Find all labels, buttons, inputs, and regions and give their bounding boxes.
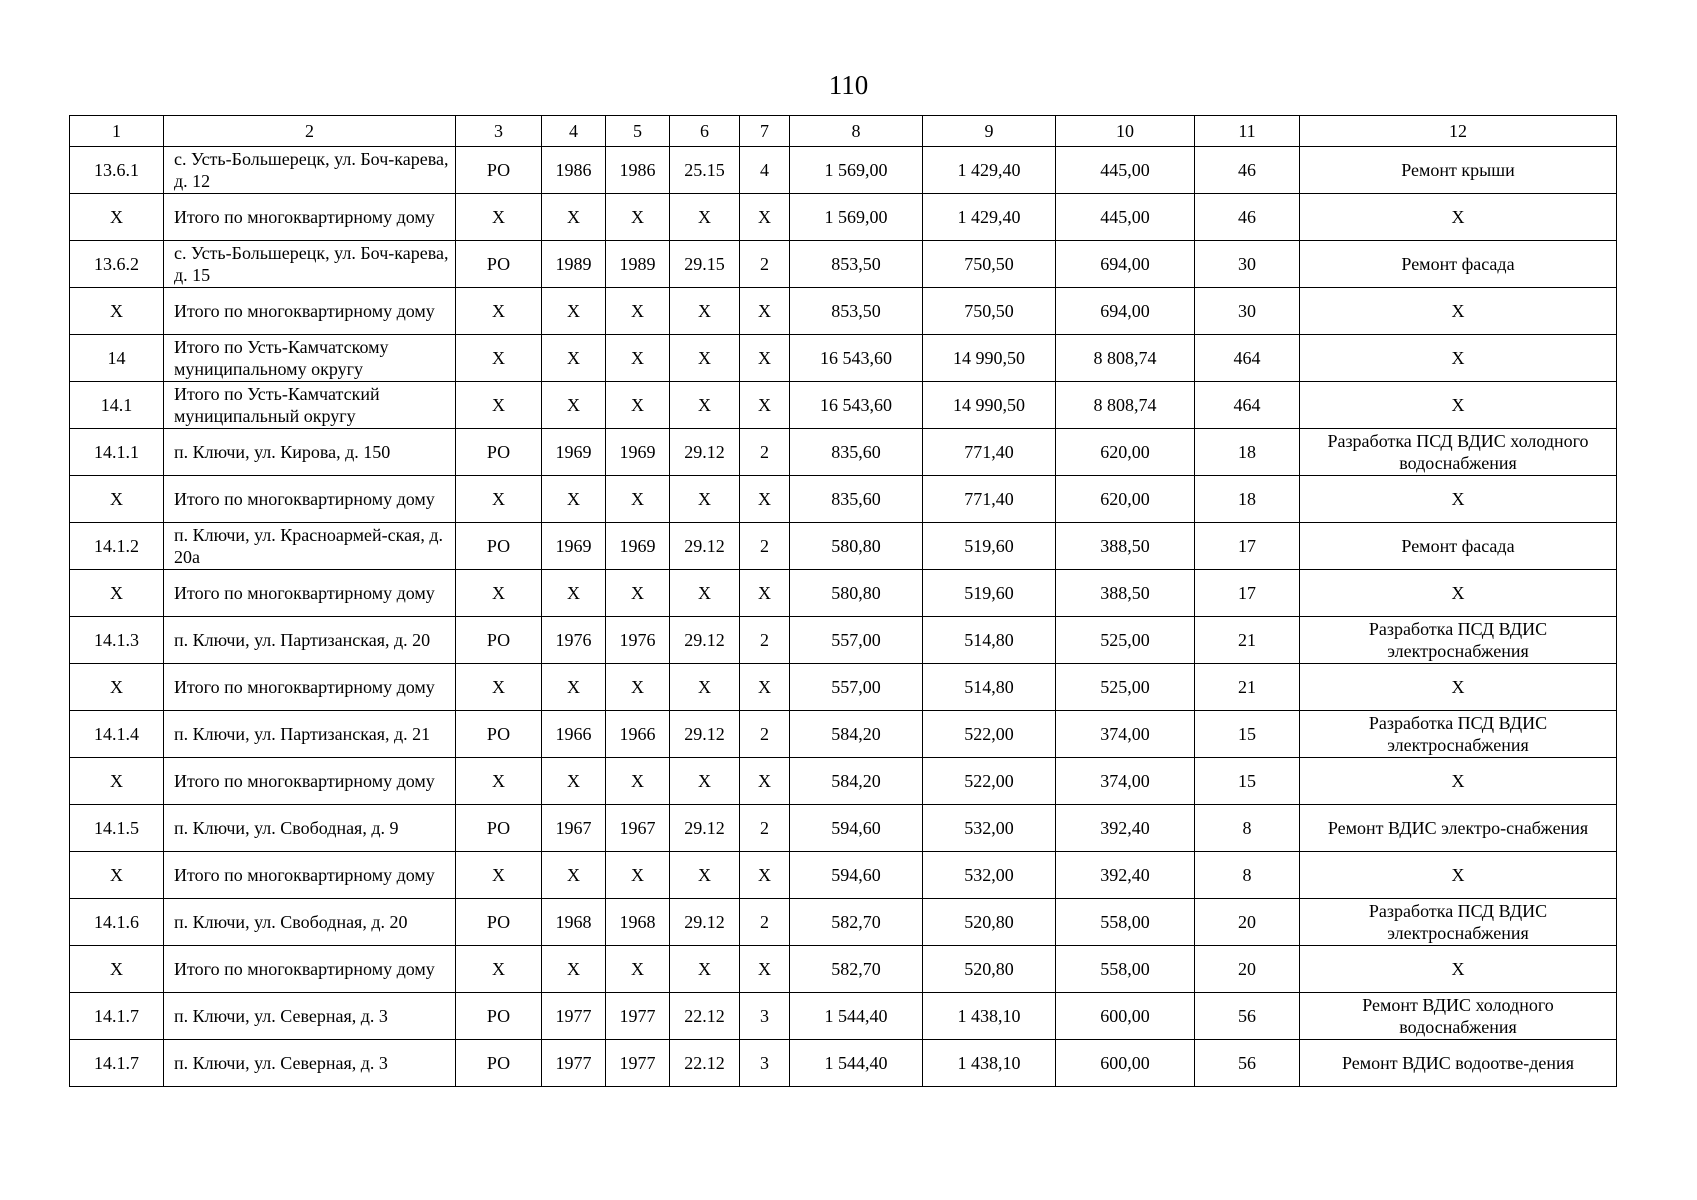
cell-type: Х xyxy=(456,194,542,241)
cell-code: 29.12 xyxy=(670,711,740,758)
cell-cost: 374,00 xyxy=(1056,711,1195,758)
cell-address: Итого по Усть-Камчатский муниципальный округу xyxy=(164,382,456,429)
cell-year-built: Х xyxy=(542,570,606,617)
cell-living-area: 1 429,40 xyxy=(923,147,1056,194)
cell-cost: 620,00 xyxy=(1056,429,1195,476)
cell-type: Х xyxy=(456,382,542,429)
cell-type: РО xyxy=(456,429,542,476)
cell-number: Х xyxy=(70,664,164,711)
cell-type: РО xyxy=(456,993,542,1040)
cell-code: Х xyxy=(670,758,740,805)
cell-total-area: 1 569,00 xyxy=(790,194,923,241)
cell-floors: 2 xyxy=(740,899,790,946)
cell-total-area: 594,60 xyxy=(790,805,923,852)
column-header: 10 xyxy=(1056,116,1195,147)
table-row xyxy=(70,805,1617,852)
cell-type: Х xyxy=(456,852,542,899)
cell-number: 14.1.7 xyxy=(70,993,164,1040)
cell-residents: 8 xyxy=(1195,805,1300,852)
cell-total-area: 853,50 xyxy=(790,241,923,288)
table-row xyxy=(70,429,1617,476)
cell-address: Итого по многоквартирному дому xyxy=(164,570,456,617)
cell-residents: 56 xyxy=(1195,993,1300,1040)
cell-total-area: 580,80 xyxy=(790,570,923,617)
cell-living-area: 520,80 xyxy=(923,946,1056,993)
cell-year-built: Х xyxy=(542,852,606,899)
cell-cost: 8 808,74 xyxy=(1056,335,1195,382)
cell-address: Итого по Усть-Камчатскому муниципальному округу xyxy=(164,335,456,382)
cell-year-built: 1977 xyxy=(542,993,606,1040)
cell-floors: Х xyxy=(740,288,790,335)
cell-year-commissioned: 1968 xyxy=(606,899,670,946)
cell-code: Х xyxy=(670,570,740,617)
cell-residents: 56 xyxy=(1195,1040,1300,1087)
cell-floors: 2 xyxy=(740,805,790,852)
cell-total-area: 557,00 xyxy=(790,617,923,664)
column-header: 6 xyxy=(670,116,740,147)
table-row xyxy=(70,711,1617,758)
cell-year-commissioned: Х xyxy=(606,570,670,617)
cell-address: Итого по многоквартирному дому xyxy=(164,664,456,711)
cell-residents: 17 xyxy=(1195,570,1300,617)
cell-floors: Х xyxy=(740,570,790,617)
cell-work-type: Х xyxy=(1300,570,1617,617)
table-row xyxy=(70,993,1617,1040)
cell-cost: 620,00 xyxy=(1056,476,1195,523)
cell-living-area: 519,60 xyxy=(923,523,1056,570)
cell-living-area: 750,50 xyxy=(923,241,1056,288)
cell-code: Х xyxy=(670,664,740,711)
cell-year-commissioned: 1966 xyxy=(606,711,670,758)
cell-year-commissioned: Х xyxy=(606,476,670,523)
cell-type: Х xyxy=(456,946,542,993)
cell-cost: 445,00 xyxy=(1056,147,1195,194)
cell-year-built: Х xyxy=(542,194,606,241)
cell-type: Х xyxy=(456,758,542,805)
cell-address: с. Усть-Большерецк, ул. Боч-карева, д. 12 xyxy=(164,147,456,194)
cell-year-built: Х xyxy=(542,335,606,382)
cell-work-type: Разработка ПСД ВДИС электроснабжения xyxy=(1300,711,1617,758)
cell-address: Итого по многоквартирному дому xyxy=(164,288,456,335)
cell-code: Х xyxy=(670,946,740,993)
cell-number: Х xyxy=(70,758,164,805)
cell-living-area: 14 990,50 xyxy=(923,382,1056,429)
cell-living-area: 522,00 xyxy=(923,711,1056,758)
cell-code: 29.15 xyxy=(670,241,740,288)
table-row xyxy=(70,335,1617,382)
cell-residents: 15 xyxy=(1195,758,1300,805)
cell-total-area: 853,50 xyxy=(790,288,923,335)
cell-address: п. Ключи, ул. Свободная, д. 9 xyxy=(164,805,456,852)
page-number: 110 xyxy=(828,70,869,100)
cell-work-type: Х xyxy=(1300,288,1617,335)
cell-year-commissioned: Х xyxy=(606,852,670,899)
cell-living-area: 514,80 xyxy=(923,664,1056,711)
cell-year-commissioned: Х xyxy=(606,335,670,382)
column-header: 9 xyxy=(923,116,1056,147)
cell-address: п. Ключи, ул. Партизанская, д. 21 xyxy=(164,711,456,758)
column-header: 4 xyxy=(542,116,606,147)
cell-living-area: 1 438,10 xyxy=(923,993,1056,1040)
cell-cost: 374,00 xyxy=(1056,758,1195,805)
cell-code: 29.12 xyxy=(670,899,740,946)
cell-living-area: 1 438,10 xyxy=(923,1040,1056,1087)
cell-work-type: Х xyxy=(1300,476,1617,523)
cell-residents: 8 xyxy=(1195,852,1300,899)
cell-year-built: Х xyxy=(542,476,606,523)
cell-floors: 2 xyxy=(740,617,790,664)
cell-type: Х xyxy=(456,335,542,382)
cell-address: п. Ключи, ул. Партизанская, д. 20 xyxy=(164,617,456,664)
cell-floors: Х xyxy=(740,476,790,523)
cell-number: 14.1.5 xyxy=(70,805,164,852)
cell-floors: 4 xyxy=(740,147,790,194)
cell-number: Х xyxy=(70,570,164,617)
column-header: 1 xyxy=(70,116,164,147)
cell-work-type: Ремонт фасада xyxy=(1300,523,1617,570)
cell-residents: 21 xyxy=(1195,617,1300,664)
cell-living-area: 520,80 xyxy=(923,899,1056,946)
cell-total-area: 1 569,00 xyxy=(790,147,923,194)
cell-code: Х xyxy=(670,194,740,241)
cell-total-area: 1 544,40 xyxy=(790,993,923,1040)
cell-living-area: 750,50 xyxy=(923,288,1056,335)
cell-code: 29.12 xyxy=(670,805,740,852)
cell-year-built: Х xyxy=(542,758,606,805)
cell-code: Х xyxy=(670,382,740,429)
cell-work-type: Ремонт ВДИС водоотве-дения xyxy=(1300,1040,1617,1087)
cell-type: РО xyxy=(456,899,542,946)
cell-residents: 15 xyxy=(1195,711,1300,758)
cell-number: 14.1.3 xyxy=(70,617,164,664)
cell-year-built: 1986 xyxy=(542,147,606,194)
cell-type: Х xyxy=(456,288,542,335)
cell-total-area: 582,70 xyxy=(790,899,923,946)
cell-code: Х xyxy=(670,476,740,523)
cell-total-area: 16 543,60 xyxy=(790,335,923,382)
cell-year-commissioned: Х xyxy=(606,382,670,429)
cell-total-area: 1 544,40 xyxy=(790,1040,923,1087)
cell-year-commissioned: 1976 xyxy=(606,617,670,664)
table-row xyxy=(70,147,1617,194)
cell-type: РО xyxy=(456,805,542,852)
cell-address: п. Ключи, ул. Северная, д. 3 xyxy=(164,1040,456,1087)
cell-residents: 46 xyxy=(1195,147,1300,194)
cell-residents: 30 xyxy=(1195,288,1300,335)
cell-year-built: Х xyxy=(542,664,606,711)
cell-year-built: 1968 xyxy=(542,899,606,946)
table-body xyxy=(70,116,1617,1087)
cell-total-area: 594,60 xyxy=(790,852,923,899)
cell-year-built: 1976 xyxy=(542,617,606,664)
table-row xyxy=(70,1040,1617,1087)
table-row xyxy=(70,946,1617,993)
cell-cost: 694,00 xyxy=(1056,288,1195,335)
cell-work-type: Ремонт фасада xyxy=(1300,241,1617,288)
cell-cost: 600,00 xyxy=(1056,993,1195,1040)
cell-residents: 30 xyxy=(1195,241,1300,288)
column-header: 2 xyxy=(164,116,456,147)
cell-number: 14.1.1 xyxy=(70,429,164,476)
cell-number: 13.6.1 xyxy=(70,147,164,194)
cell-cost: 694,00 xyxy=(1056,241,1195,288)
cell-floors: Х xyxy=(740,758,790,805)
table-row xyxy=(70,758,1617,805)
cell-number: Х xyxy=(70,852,164,899)
cell-type: РО xyxy=(456,1040,542,1087)
cell-code: 25.15 xyxy=(670,147,740,194)
column-header: 5 xyxy=(606,116,670,147)
table-header-row xyxy=(70,116,1617,147)
cell-address: п. Ключи, ул. Красноармей-ская, д. 20а xyxy=(164,523,456,570)
cell-code: 22.12 xyxy=(670,1040,740,1087)
table-row xyxy=(70,194,1617,241)
cell-total-area: 582,70 xyxy=(790,946,923,993)
cell-year-commissioned: 1977 xyxy=(606,1040,670,1087)
cell-cost: 558,00 xyxy=(1056,946,1195,993)
cell-living-area: 771,40 xyxy=(923,429,1056,476)
cell-total-area: 584,20 xyxy=(790,758,923,805)
cell-type: РО xyxy=(456,523,542,570)
cell-year-built: Х xyxy=(542,288,606,335)
cell-residents: 464 xyxy=(1195,335,1300,382)
table-row xyxy=(70,852,1617,899)
cell-year-commissioned: 1986 xyxy=(606,147,670,194)
cell-residents: 18 xyxy=(1195,429,1300,476)
cell-year-commissioned: 1989 xyxy=(606,241,670,288)
cell-address: п. Ключи, ул. Кирова, д. 150 xyxy=(164,429,456,476)
cell-work-type: Х xyxy=(1300,946,1617,993)
cell-year-commissioned: Х xyxy=(606,194,670,241)
table-row xyxy=(70,241,1617,288)
cell-address: п. Ключи, ул. Северная, д. 3 xyxy=(164,993,456,1040)
table-row xyxy=(70,899,1617,946)
cell-year-commissioned: Х xyxy=(606,758,670,805)
cell-floors: 3 xyxy=(740,1040,790,1087)
cell-residents: 464 xyxy=(1195,382,1300,429)
column-header: 11 xyxy=(1195,116,1300,147)
cell-number: 14.1.6 xyxy=(70,899,164,946)
cell-cost: 445,00 xyxy=(1056,194,1195,241)
table-row xyxy=(70,570,1617,617)
cell-cost: 392,40 xyxy=(1056,852,1195,899)
cell-residents: 20 xyxy=(1195,946,1300,993)
cell-work-type: Х xyxy=(1300,758,1617,805)
cell-code: Х xyxy=(670,852,740,899)
cell-work-type: Х xyxy=(1300,664,1617,711)
cell-living-area: 522,00 xyxy=(923,758,1056,805)
cell-cost: 392,40 xyxy=(1056,805,1195,852)
cell-living-area: 532,00 xyxy=(923,852,1056,899)
cell-year-built: 1966 xyxy=(542,711,606,758)
cell-number: Х xyxy=(70,946,164,993)
cell-floors: 3 xyxy=(740,993,790,1040)
cell-residents: 18 xyxy=(1195,476,1300,523)
cell-address: п. Ключи, ул. Свободная, д. 20 xyxy=(164,899,456,946)
cell-floors: 2 xyxy=(740,241,790,288)
cell-work-type: Ремонт ВДИС холодного водоснабжения xyxy=(1300,993,1617,1040)
cell-total-area: 835,60 xyxy=(790,476,923,523)
cell-address: Итого по многоквартирному дому xyxy=(164,946,456,993)
cell-type: РО xyxy=(456,147,542,194)
cell-cost: 525,00 xyxy=(1056,664,1195,711)
cell-cost: 388,50 xyxy=(1056,570,1195,617)
cell-year-built: 1967 xyxy=(542,805,606,852)
cell-cost: 558,00 xyxy=(1056,899,1195,946)
cell-living-area: 514,80 xyxy=(923,617,1056,664)
cell-number: 14.1.4 xyxy=(70,711,164,758)
cell-code: 29.12 xyxy=(670,429,740,476)
cell-number: 14.1.7 xyxy=(70,1040,164,1087)
cell-year-built: 1989 xyxy=(542,241,606,288)
cell-code: Х xyxy=(670,288,740,335)
cell-cost: 525,00 xyxy=(1056,617,1195,664)
cell-work-type: Х xyxy=(1300,194,1617,241)
column-header: 8 xyxy=(790,116,923,147)
cell-work-type: Разработка ПСД ВДИС электроснабжения xyxy=(1300,899,1617,946)
cell-year-commissioned: Х xyxy=(606,946,670,993)
cell-code: 22.12 xyxy=(670,993,740,1040)
cell-year-built: 1977 xyxy=(542,1040,606,1087)
cell-work-type: Х xyxy=(1300,852,1617,899)
cell-residents: 17 xyxy=(1195,523,1300,570)
cell-cost: 8 808,74 xyxy=(1056,382,1195,429)
cell-year-commissioned: 1969 xyxy=(606,523,670,570)
cell-work-type: Ремонт ВДИС электро-снабжения xyxy=(1300,805,1617,852)
column-header: 3 xyxy=(456,116,542,147)
cell-number: 14.1 xyxy=(70,382,164,429)
column-header: 7 xyxy=(740,116,790,147)
table-row xyxy=(70,476,1617,523)
cell-number: 14 xyxy=(70,335,164,382)
cell-number: 13.6.2 xyxy=(70,241,164,288)
table-row xyxy=(70,664,1617,711)
cell-code: 29.12 xyxy=(670,523,740,570)
cell-living-area: 532,00 xyxy=(923,805,1056,852)
cell-type: Х xyxy=(456,664,542,711)
cell-cost: 600,00 xyxy=(1056,1040,1195,1087)
cell-total-area: 584,20 xyxy=(790,711,923,758)
cell-type: РО xyxy=(456,241,542,288)
cell-floors: 2 xyxy=(740,711,790,758)
cell-total-area: 835,60 xyxy=(790,429,923,476)
cell-number: Х xyxy=(70,194,164,241)
cell-year-built: 1969 xyxy=(542,429,606,476)
cell-number: Х xyxy=(70,288,164,335)
cell-total-area: 580,80 xyxy=(790,523,923,570)
cell-living-area: 519,60 xyxy=(923,570,1056,617)
cell-address: с. Усть-Большерецк, ул. Боч-карева, д. 15 xyxy=(164,241,456,288)
cell-address: Итого по многоквартирному дому xyxy=(164,476,456,523)
column-header: 12 xyxy=(1300,116,1617,147)
cell-year-built: Х xyxy=(542,382,606,429)
cell-type: РО xyxy=(456,711,542,758)
cell-year-commissioned: Х xyxy=(606,664,670,711)
cell-type: Х xyxy=(456,570,542,617)
cell-cost: 388,50 xyxy=(1056,523,1195,570)
cell-floors: Х xyxy=(740,852,790,899)
cell-floors: Х xyxy=(740,946,790,993)
cell-total-area: 16 543,60 xyxy=(790,382,923,429)
cell-type: РО xyxy=(456,617,542,664)
cell-work-type: Разработка ПСД ВДИС электроснабжения xyxy=(1300,617,1617,664)
cell-year-commissioned: 1977 xyxy=(606,993,670,1040)
cell-year-built: Х xyxy=(542,946,606,993)
cell-total-area: 557,00 xyxy=(790,664,923,711)
buildings-table xyxy=(69,115,1617,1087)
cell-address: Итого по многоквартирному дому xyxy=(164,758,456,805)
cell-work-type: Ремонт крыши xyxy=(1300,147,1617,194)
cell-floors: 2 xyxy=(740,429,790,476)
cell-floors: Х xyxy=(740,335,790,382)
cell-living-area: 1 429,40 xyxy=(923,194,1056,241)
cell-address: Итого по многоквартирному дому xyxy=(164,852,456,899)
cell-residents: 21 xyxy=(1195,664,1300,711)
cell-living-area: 14 990,50 xyxy=(923,335,1056,382)
cell-residents: 46 xyxy=(1195,194,1300,241)
table-row xyxy=(70,523,1617,570)
cell-year-built: 1969 xyxy=(542,523,606,570)
cell-type: Х xyxy=(456,476,542,523)
cell-year-commissioned: 1967 xyxy=(606,805,670,852)
table-row xyxy=(70,617,1617,664)
table-row xyxy=(70,288,1617,335)
cell-year-commissioned: 1969 xyxy=(606,429,670,476)
cell-code: 29.12 xyxy=(670,617,740,664)
cell-floors: Х xyxy=(740,194,790,241)
cell-year-commissioned: Х xyxy=(606,288,670,335)
cell-residents: 20 xyxy=(1195,899,1300,946)
cell-floors: Х xyxy=(740,382,790,429)
cell-work-type: Разработка ПСД ВДИС холодного водоснабжения xyxy=(1300,429,1617,476)
cell-work-type: Х xyxy=(1300,382,1617,429)
cell-number: 14.1.2 xyxy=(70,523,164,570)
cell-floors: Х xyxy=(740,664,790,711)
cell-work-type: Х xyxy=(1300,335,1617,382)
cell-floors: 2 xyxy=(740,523,790,570)
cell-address: Итого по многоквартирному дому xyxy=(164,194,456,241)
table-row xyxy=(70,382,1617,429)
cell-number: Х xyxy=(70,476,164,523)
cell-code: Х xyxy=(670,335,740,382)
cell-living-area: 771,40 xyxy=(923,476,1056,523)
